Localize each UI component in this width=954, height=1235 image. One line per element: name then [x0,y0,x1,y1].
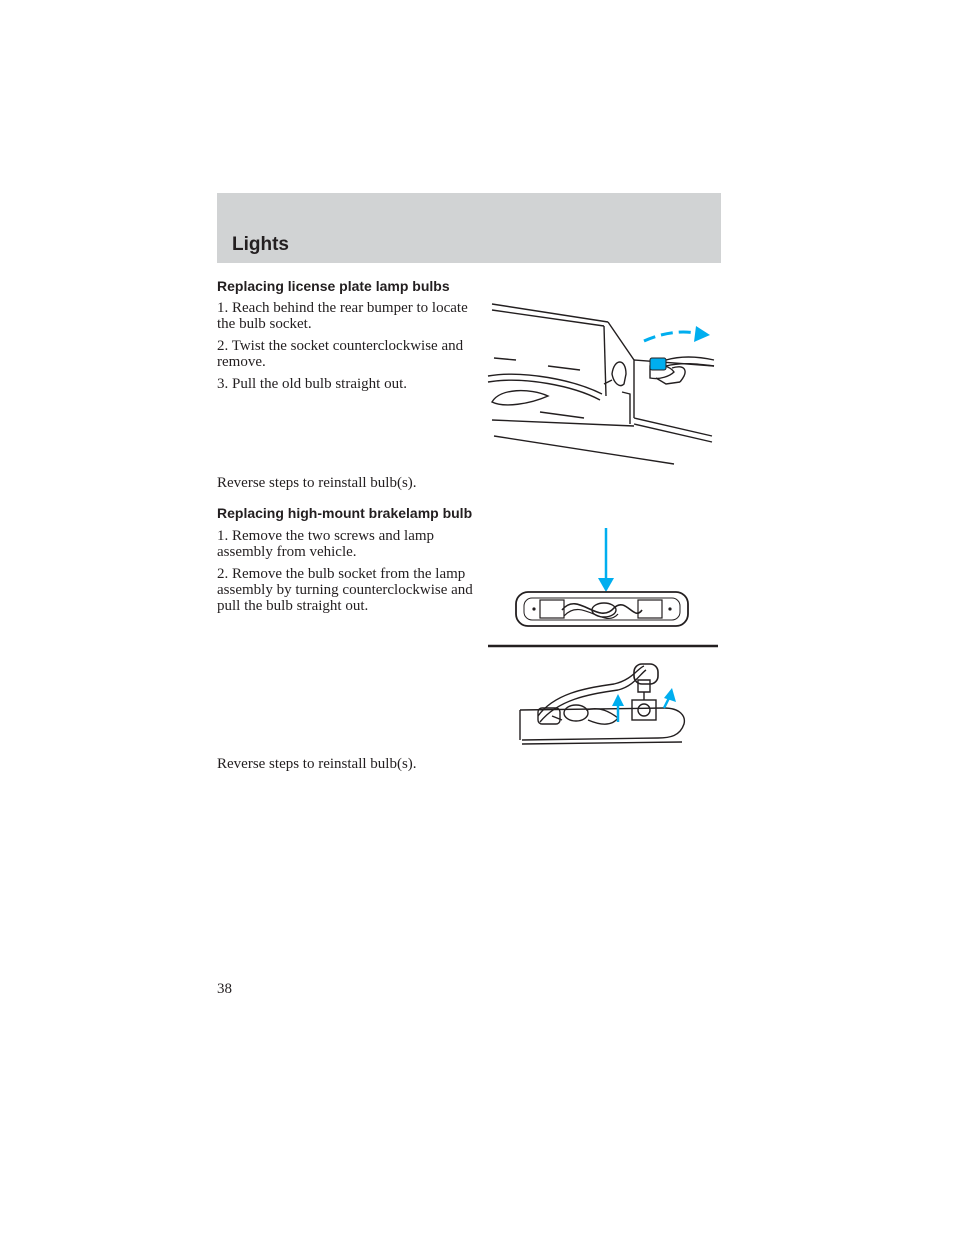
brakelamp-step-2: 2. Remove the bulb socket from the lamp assembly by turning counterclockwise and pull the bulb straight out. [217,566,473,614]
license-plate-steps [217,300,477,398]
license-plate-step-2: 2. Twist the socket counterclockwise and remove. [217,338,464,370]
license-plate-step-1: 1. Reach behind the rear bumper to locate the bulb socket. [217,300,468,332]
brakelamp-steps [217,528,477,620]
license-plate-reinstall-note: Reverse steps to reinstall bulb(s). [217,475,417,491]
brakelamp-assembly-illustration [486,526,720,648]
section-header-band [217,193,721,263]
brakelamp-reinstall-note: Reverse steps to reinstall bulb(s). [217,756,417,772]
license-plate-lamp-illustration [484,296,720,468]
license-plate-section-title: Replacing license plate lamp bulbs [217,278,450,294]
brakelamp-section-title: Replacing high-mount brakelamp bulb [217,505,473,521]
page-number: 38 [217,981,232,997]
brakelamp-step-1: 1. Remove the two screws and lamp assembly from vehicle. [217,528,435,560]
page-title: Lights [232,234,289,255]
brakelamp-bulb-removal-illustration [514,660,690,746]
license-plate-step-3: 3. Pull the old bulb straight out. [217,376,407,392]
